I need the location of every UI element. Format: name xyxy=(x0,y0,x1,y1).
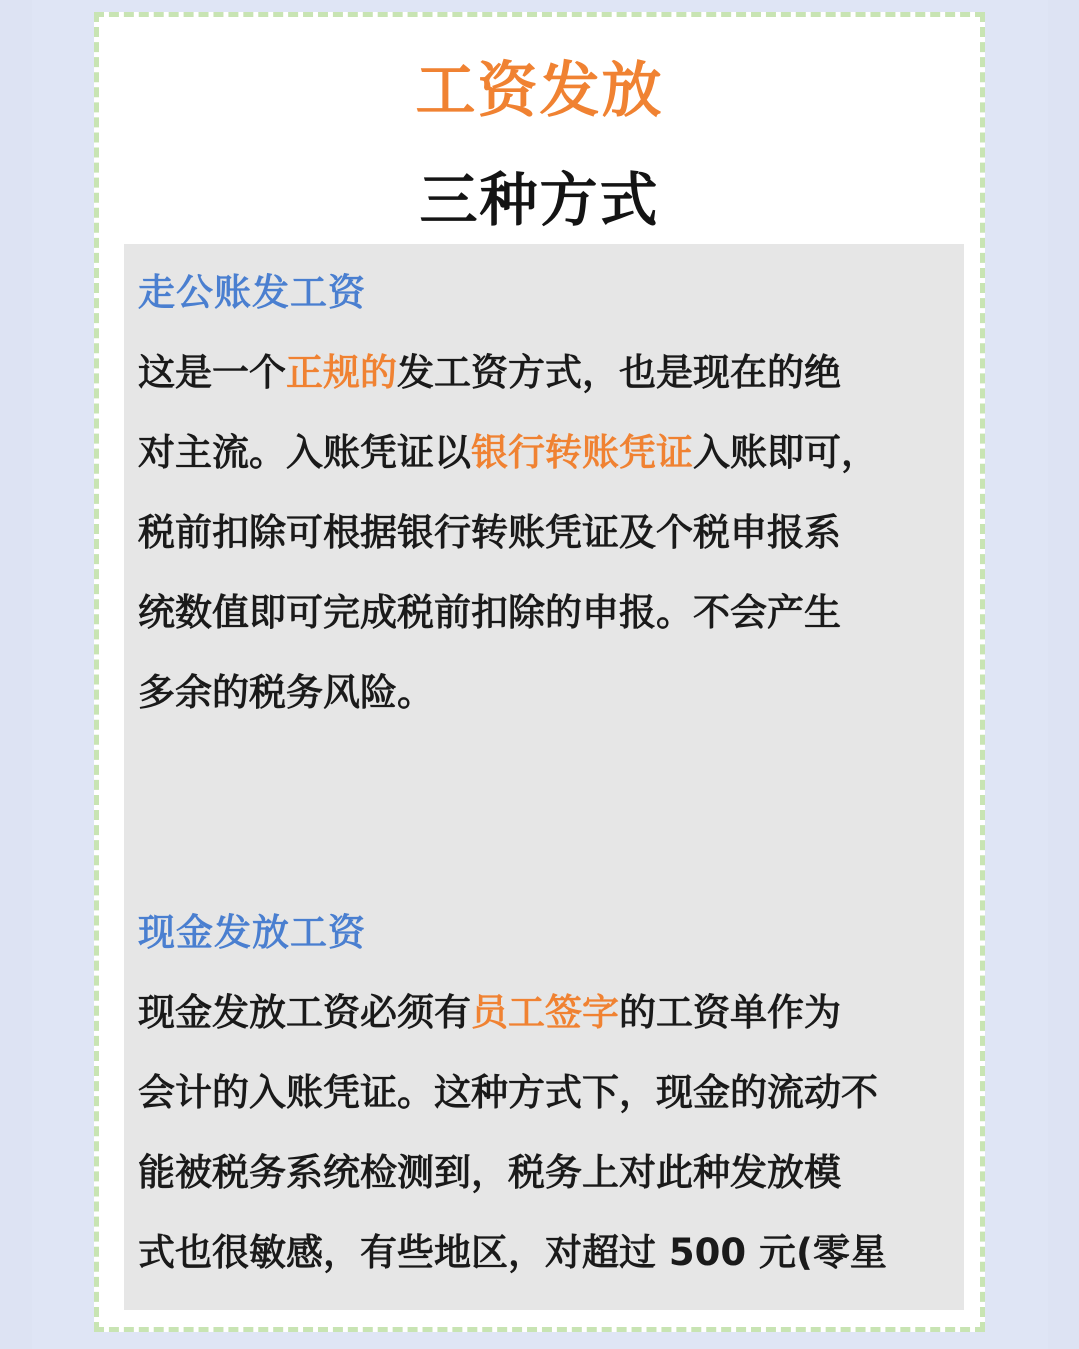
line-text: 能被税务系统检测到，税务上对此种发放模 xyxy=(138,1151,841,1194)
line-text: 税前扣除可根据银行转账凭证及个税申报系 xyxy=(138,511,841,554)
highlight-text: 银行转账凭证 xyxy=(471,431,693,474)
line-text: 式也很敏感，有些地区，对超过 500 元(零星 xyxy=(138,1231,887,1274)
section-heading-cash: 现金发放工资 xyxy=(138,911,366,954)
paragraph-line xyxy=(138,988,841,1038)
paragraph-line xyxy=(138,428,878,478)
paragraph-line xyxy=(138,1148,841,1198)
line-text: 会计的入账凭证。这种方式下，现金的流动不 xyxy=(138,1071,878,1114)
line-text: 发工资方式，也是现在的绝 xyxy=(397,351,841,394)
line-text: 的工资单作为 xyxy=(619,991,841,1034)
page-subtitle: 三种方式 xyxy=(419,166,660,234)
line-text: 统数值即可完成税前扣除的申报。不会产生 xyxy=(138,591,841,634)
line-text: 多余的税务风险。 xyxy=(138,671,434,714)
highlight-text: 正规的 xyxy=(286,351,397,394)
section-heading-public-account: 走公账发工资 xyxy=(138,271,366,314)
paragraph-line xyxy=(138,1228,887,1278)
highlight-text: 员工签字 xyxy=(471,991,619,1034)
paragraph-line xyxy=(138,668,434,718)
line-text: 这是一个 xyxy=(138,351,286,394)
paragraph-line xyxy=(138,348,841,398)
paragraph-line xyxy=(138,1068,878,1118)
page-title: 工资发放 xyxy=(415,56,664,126)
line-text: 入账即可， xyxy=(693,431,878,474)
paragraph-line xyxy=(138,588,841,638)
line-text: 对主流。入账凭证以 xyxy=(138,431,471,474)
paragraph-line xyxy=(138,508,841,558)
line-text: 现金发放工资必须有 xyxy=(138,991,471,1034)
